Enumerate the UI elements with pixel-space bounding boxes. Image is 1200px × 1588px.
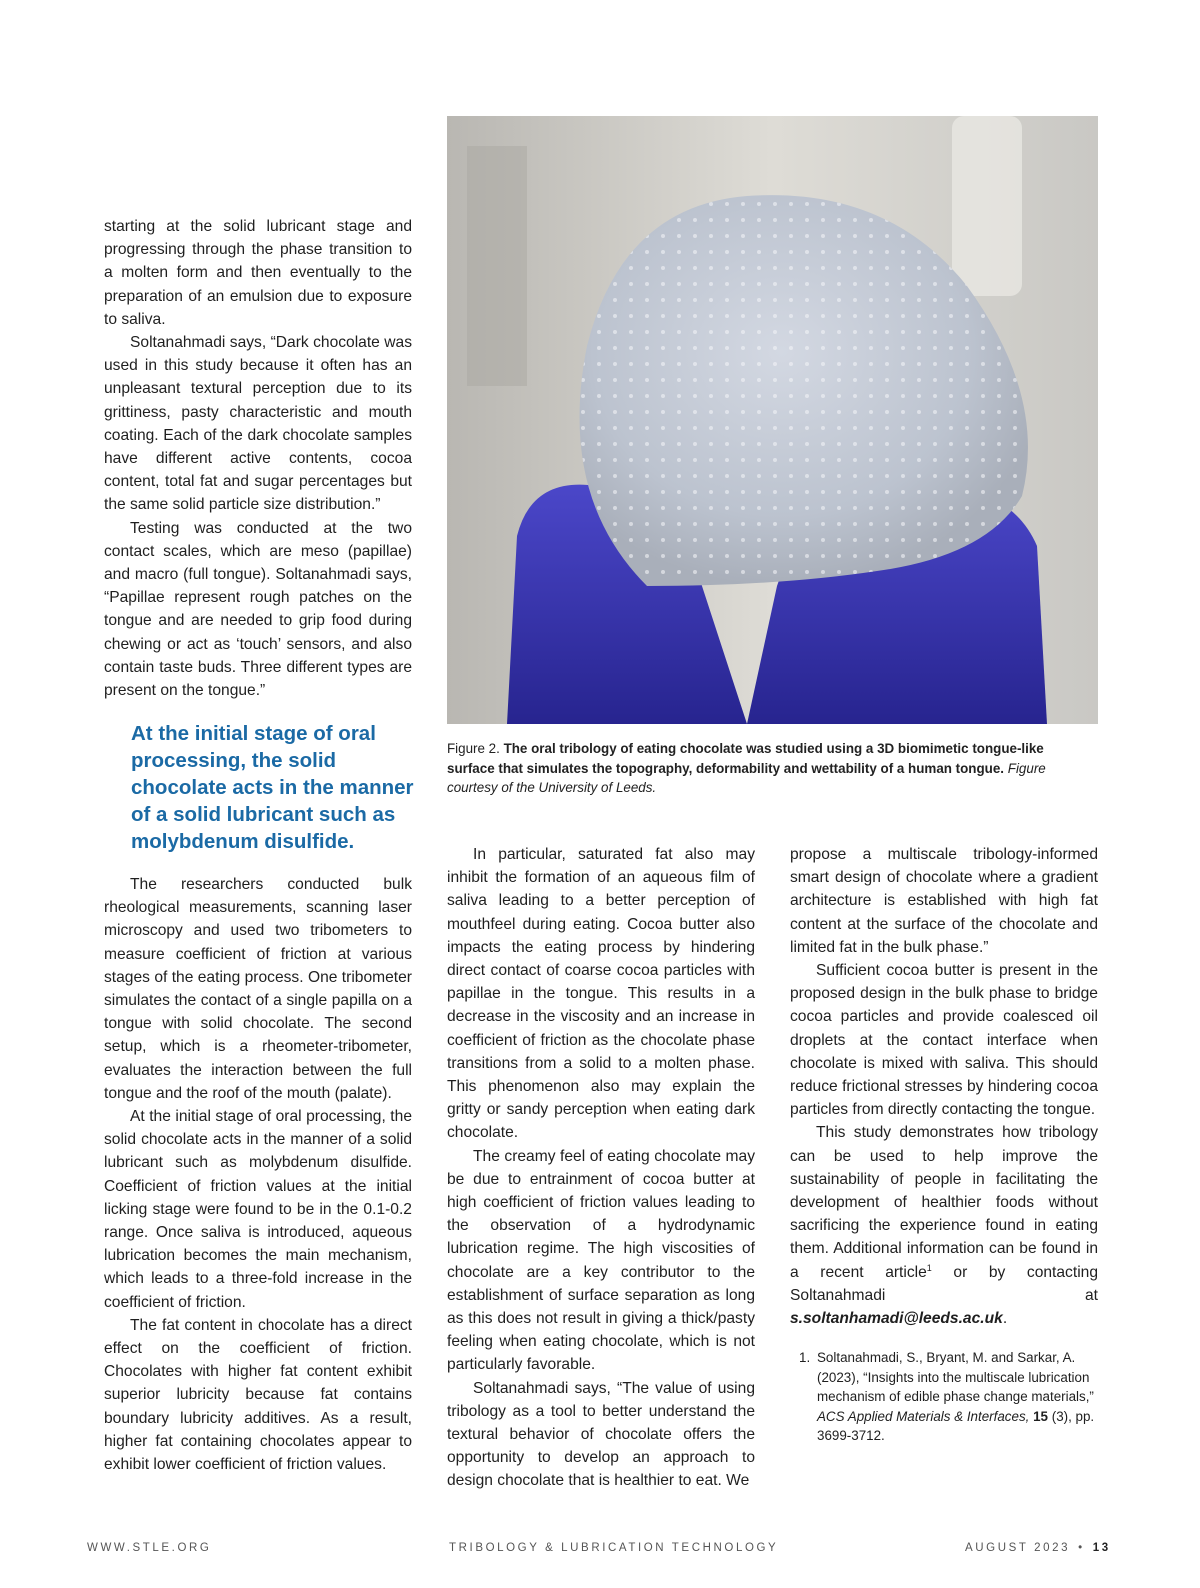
figure-label: Figure 2. <box>447 741 500 756</box>
paragraph: The fat content in chocolate has a direct effect on the coefficient of friction. Chocolates with higher fat content exhibit superior lubricity because fat contains boundary lubricity additives. As a result, higher fat containing chocolates appear to exhibit lower coefficient of friction values. <box>104 1316 412 1474</box>
background-object <box>467 146 527 386</box>
column-1-lower <box>104 873 412 1476</box>
footer-date: AUGUST 2023 <box>965 1542 1071 1554</box>
column-2 <box>447 843 755 1493</box>
pull-quote: At the initial stage of oral processing, the solid chocolate acts in the manner of a solid lubricant such as molybdenum disulfide. <box>131 722 414 853</box>
paragraph: At the initial stage of oral processing, the solid chocolate acts in the manner of a solid lubricant such as molybdenum disulfide. Coefficient of friction values at the initial licking stage were found to be in the 0.1-0.2 range. Once saliva is introduced, aqueous lubrication becomes the main mechanism, which leads to a three-fold increase in the coefficient of friction. <box>104 1108 412 1311</box>
reference-volume: 15 <box>1033 1408 1049 1424</box>
reference-authors: Soltanahmadi, S., Bryant, M. and Sarkar, A. (2023), “Insights into the multiscale lubrication mechanism of edible phase change materials,” <box>817 1350 1094 1405</box>
reference-journal: ACS Applied Materials & Interfaces, <box>817 1408 1030 1424</box>
bottle-shape <box>952 116 1022 296</box>
paragraph <box>790 1121 1098 1330</box>
page-number: 13 <box>1092 1542 1111 1554</box>
paragraph-text: This study demonstrates how tribology can be used to help improve the sustainability of people in facilitating the development of healthier foods without sacrificing the experience found in eating them. Additional information can be found in a recent article <box>790 1124 1098 1281</box>
footer-date-page <box>965 1542 1111 1554</box>
figure-photo <box>447 116 1098 724</box>
paragraph: Sufficient cocoa butter is present in the proposed design in the bulk phase to bridge cocoa particles and provide coalesced oil droplets at the contact interface when chocolate is mixed with saliva. This should reduce frictional stresses by hindering cocoa particles from directly contacting the tongue. <box>790 962 1098 1119</box>
reference-item <box>790 1348 1098 1446</box>
paragraph: The researchers conducted bulk rheological measurements, scanning laser microscopy and used two tribometers to measure coefficient of friction at various stages of the eating process. One tribometer simulates the contact of a single papilla on a tongue with solid chocolate. The second setup, which is a rheometer-tribometer, evaluates the interaction between the full tongue and the roof of the mouth (palate). <box>104 876 412 1102</box>
paragraph: Soltanahmadi says, “Dark chocolate was used in this study because it often has an unpleasant textural perception due to its grittiness, pasty characteristic and mouth coating. Each of the dark chocolate samples have different active contents, cocoa content, total fat and sugar percentages but the same solid particle size distribution.” <box>104 334 412 514</box>
reference-list <box>790 1348 1098 1446</box>
reference-number: 1. <box>799 1350 811 1366</box>
figure-credit: Figure courtesy of the University of Leeds. <box>447 760 1046 795</box>
figure-text: The oral tribology of eating chocolate was studied using a 3D biomimetic tongue-like surface that simulates the topography, deformability and wettability of a human tongue. <box>447 741 1044 776</box>
paragraph-text: or by contacting Soltanahmadi at <box>790 1263 1098 1304</box>
footer-publication: TRIBOLOGY & LUBRICATION TECHNOLOGY <box>449 1542 779 1554</box>
paragraph: In particular, saturated fat also may inhibit the formation of an aqueous film of saliva leading to a better perception of mouthfeel during eating. Cocoa butter also impacts the eating process by hindering direct contact of coarse cocoa particles with papillae in the tongue. This results in a decrease in the viscosity and an increase in coefficient of friction as the chocolate phase transitions from a solid to a molten phase. This phenomenon also may explain the gritty or sandy perception when eating dark chocolate. <box>447 846 755 1142</box>
footer-separator: • <box>1078 1542 1085 1554</box>
column-1-upper <box>104 215 412 702</box>
paragraph: starting at the solid lubricant stage and progressing through the phase transition to a molten form and then eventually to the preparation of an emulsion due to exposure to saliva. <box>104 218 412 328</box>
reference-pages: (3), pp. 3699-3712. <box>817 1408 1095 1444</box>
paragraph: Testing was conducted at the two contact scales, which are meso (papillae) and macro (full tongue). Soltanahmadi says, “Papillae represent rough patches on the tongue and are needed to grip food during chewing or act as ‘touch’ sensors, and also contain taste buds. Three different types are present on the tongue.” <box>104 519 412 700</box>
paragraph: Soltanahmadi says, “The value of using tribology as a tool to better understand the textural behavior of chocolate offers the opportunity to develop an approach to design chocolate that is healthier to eat. We <box>447 1379 755 1490</box>
email-link[interactable]: s.soltanhamadi@leeds.ac.uk <box>790 1310 1003 1328</box>
paragraph-text: . <box>1002 1310 1008 1328</box>
paragraph: propose a multiscale tribology-informed smart design of chocolate where a gradient architecture is established with high fat content at the surface of the chocolate and limited fat in the bulk phase.” <box>790 846 1098 956</box>
footnote-marker: 1 <box>926 1262 932 1273</box>
tongue-surface-illustration <box>447 116 1098 724</box>
column-3 <box>790 843 1098 1446</box>
footer-website: WWW.STLE.ORG <box>87 1542 212 1554</box>
paragraph: The creamy feel of eating chocolate may be due to entrainment of cocoa butter at high coefficient of friction values leading to the observation of a hydrodynamic lubrication regime. The high viscosities of chocolate are a key contributor to the establishment of surface separation as long as this does not result in giving a thick/pasty feeling when eating chocolate, which is not particularly favorable. <box>447 1147 755 1374</box>
figure-caption <box>447 739 1087 798</box>
